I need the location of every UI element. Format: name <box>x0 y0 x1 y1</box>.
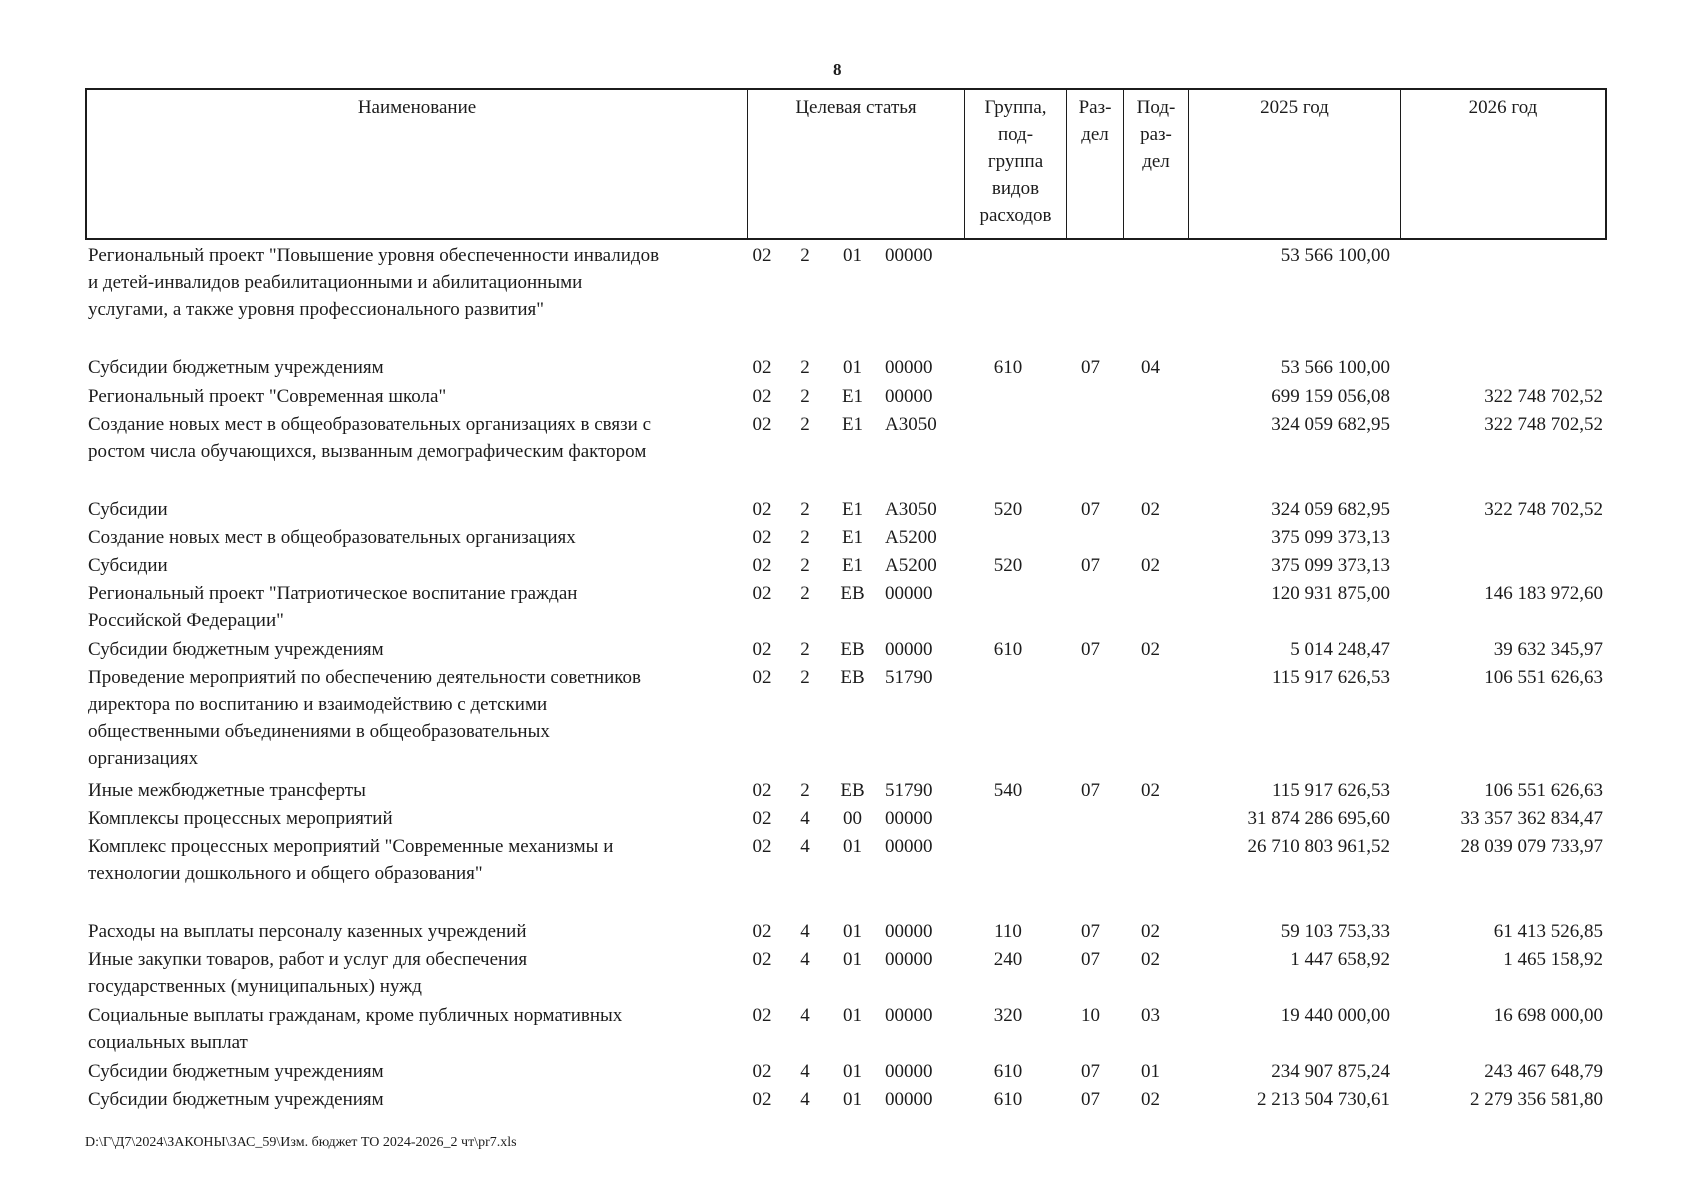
target-subprogram: 2 <box>800 667 810 688</box>
target-subprogram: 2 <box>800 414 810 435</box>
amount-2025: 31 874 286 695,60 <box>1247 808 1390 829</box>
target-program: 02 <box>752 836 772 857</box>
razdel-code: 07 <box>1081 357 1100 378</box>
target-direction: 00000 <box>885 836 933 857</box>
target-subprogram: 4 <box>800 1061 810 1082</box>
row-name-line: Субсидии бюджетным учреждениям <box>88 1089 384 1110</box>
target-element: 01 <box>843 1005 862 1026</box>
amount-2025: 2 213 504 730,61 <box>1257 1089 1390 1110</box>
target-element: Е1 <box>841 386 864 407</box>
razdel-code: 07 <box>1081 780 1100 801</box>
row-name-line: Субсидии <box>88 555 168 576</box>
expense-group-code: 610 <box>993 1061 1023 1082</box>
target-element: 01 <box>843 1061 862 1082</box>
row-name-line: социальных выплат <box>88 1032 248 1053</box>
target-subprogram: 2 <box>800 527 810 548</box>
target-direction: 00000 <box>885 583 933 604</box>
target-element: ЕВ <box>840 583 865 604</box>
amount-2025: 53 566 100,00 <box>1280 357 1390 378</box>
amount-2026: 322 748 702,52 <box>1484 414 1603 435</box>
target-direction: А5200 <box>885 527 937 548</box>
target-direction: 00000 <box>885 1089 933 1110</box>
podrazdel-code: 02 <box>1141 921 1160 942</box>
amount-2026: 28 039 079 733,97 <box>1460 836 1603 857</box>
row-name <box>88 524 736 551</box>
amount-2026: 2 279 356 581,80 <box>1470 1089 1603 1110</box>
row-name <box>88 918 736 945</box>
target-direction: 00000 <box>885 245 933 266</box>
razdel-code: 07 <box>1081 639 1100 660</box>
row-name <box>88 805 736 832</box>
target-direction: 00000 <box>885 921 933 942</box>
expense-group-code: 240 <box>993 949 1023 970</box>
amount-2025: 53 566 100,00 <box>1280 245 1390 266</box>
row-name <box>88 496 736 523</box>
target-subprogram: 2 <box>800 386 810 407</box>
target-element: 01 <box>843 245 862 266</box>
amount-2025: 26 710 803 961,52 <box>1247 836 1390 857</box>
razdel-code: 07 <box>1081 1089 1100 1110</box>
target-subprogram: 4 <box>800 949 810 970</box>
amount-2025: 5 014 248,47 <box>1290 639 1390 660</box>
target-element: ЕВ <box>840 639 865 660</box>
row-name-line: технологии дошкольного и общего образования" <box>88 863 483 884</box>
row-name <box>88 580 736 634</box>
target-element: 01 <box>843 357 862 378</box>
header-name: Наименование <box>357 97 477 118</box>
target-direction: 51790 <box>885 667 933 688</box>
target-direction: 00000 <box>885 1061 933 1082</box>
amount-2026: 243 467 648,79 <box>1484 1061 1603 1082</box>
target-program: 02 <box>752 386 772 407</box>
target-element: Е1 <box>841 555 864 576</box>
row-name-line: Создание новых мест в общеобразовательных организациях в связи с <box>88 414 651 435</box>
target-program: 02 <box>752 357 772 378</box>
target-subprogram: 2 <box>800 780 810 801</box>
row-name-line: Субсидии бюджетным учреждениям <box>88 357 384 378</box>
row-name-line: ростом числа обучающихся, вызванным демографическим фактором <box>88 441 647 462</box>
row-name-line: государственных (муниципальных) нужд <box>88 976 422 997</box>
row-name <box>88 777 736 804</box>
target-program: 02 <box>752 667 772 688</box>
header-razdel: Раз- дел <box>1066 90 1123 238</box>
target-direction: А5200 <box>885 555 937 576</box>
target-direction: 00000 <box>885 1005 933 1026</box>
amount-2025: 19 440 000,00 <box>1280 1005 1390 1026</box>
podrazdel-code: 02 <box>1141 780 1160 801</box>
amount-2026: 322 748 702,52 <box>1484 499 1603 520</box>
target-program: 02 <box>752 527 772 548</box>
amount-2025: 59 103 753,33 <box>1280 921 1390 942</box>
target-element: Е1 <box>841 414 864 435</box>
row-name <box>88 411 736 465</box>
row-name <box>88 242 736 323</box>
podrazdel-code: 03 <box>1141 1005 1160 1026</box>
target-element: 00 <box>843 808 862 829</box>
amount-2026: 39 632 345,97 <box>1493 639 1603 660</box>
podrazdel-code: 02 <box>1141 555 1160 576</box>
target-subprogram: 4 <box>800 921 810 942</box>
target-element: 01 <box>843 836 862 857</box>
expense-group-code: 320 <box>993 1005 1023 1026</box>
header-year-2025: 2025 год <box>1188 90 1400 238</box>
razdel-code: 07 <box>1081 949 1100 970</box>
podrazdel-code: 02 <box>1141 639 1160 660</box>
row-name <box>88 1058 736 1085</box>
target-direction: 00000 <box>885 639 933 660</box>
target-direction: 51790 <box>885 780 933 801</box>
amount-2025: 234 907 875,24 <box>1271 1061 1390 1082</box>
row-name <box>88 383 736 410</box>
header-year-2026: 2026 год <box>1400 90 1605 238</box>
row-name-line: и детей-инвалидов реабилитационными и абилитационными <box>88 272 583 293</box>
razdel-code: 07 <box>1081 921 1100 942</box>
row-name-line: Российской Федерации" <box>88 610 284 631</box>
target-program: 02 <box>752 808 772 829</box>
row-name-line: Социальные выплаты гражданам, кроме публичных нормативных <box>88 1005 623 1026</box>
target-program: 02 <box>752 639 772 660</box>
target-subprogram: 2 <box>800 357 810 378</box>
target-direction: А3050 <box>885 499 937 520</box>
target-subprogram: 4 <box>800 836 810 857</box>
row-name <box>88 946 736 1000</box>
target-program: 02 <box>752 555 772 576</box>
amount-2026: 16 698 000,00 <box>1493 1005 1603 1026</box>
podrazdel-code: 02 <box>1141 499 1160 520</box>
amount-2026: 106 551 626,63 <box>1484 780 1603 801</box>
amount-2025: 699 159 056,08 <box>1271 386 1390 407</box>
row-name-line: услугами, а также уровня профессионального развития" <box>88 299 545 320</box>
target-program: 02 <box>752 414 772 435</box>
row-name-line: Создание новых мест в общеобразовательных организациях <box>88 527 576 548</box>
row-name-line: Расходы на выплаты персоналу казенных учреждений <box>88 921 527 942</box>
expense-group-code: 520 <box>993 499 1023 520</box>
target-subprogram: 2 <box>800 639 810 660</box>
target-element: ЕВ <box>840 667 865 688</box>
row-name <box>88 1086 736 1113</box>
amount-2026: 106 551 626,63 <box>1484 667 1603 688</box>
amount-2025: 115 917 626,53 <box>1271 667 1390 688</box>
target-element: 01 <box>843 949 862 970</box>
row-name-line: Комплекс процессных мероприятий "Современные механизмы и <box>88 836 614 857</box>
row-name-line: Субсидии бюджетным учреждениям <box>88 1061 384 1082</box>
amount-2025: 324 059 682,95 <box>1271 414 1390 435</box>
row-name <box>88 354 736 381</box>
header-target-article: Целевая статья <box>747 90 964 238</box>
row-name-line: Иные закупки товаров, работ и услуг для обеспечения <box>88 949 528 970</box>
row-name <box>88 1002 736 1056</box>
target-element: 01 <box>843 921 862 942</box>
amount-2025: 375 099 373,13 <box>1271 527 1390 548</box>
amount-2026: 33 357 362 834,47 <box>1460 808 1603 829</box>
target-element: 01 <box>843 1089 862 1110</box>
razdel-code: 07 <box>1081 499 1100 520</box>
row-name-line: Субсидии <box>88 499 168 520</box>
target-program: 02 <box>752 921 772 942</box>
target-program: 02 <box>752 245 772 266</box>
amount-2025: 115 917 626,53 <box>1271 780 1390 801</box>
expense-group-code: 540 <box>993 780 1023 801</box>
target-direction: 00000 <box>885 949 933 970</box>
amount-2025: 1 447 658,92 <box>1290 949 1390 970</box>
target-program: 02 <box>752 949 772 970</box>
target-program: 02 <box>752 499 772 520</box>
row-name-line: общественными объединениями в общеобразовательных <box>88 721 550 742</box>
amount-2025: 324 059 682,95 <box>1271 499 1390 520</box>
row-name-line: Иные межбюджетные трансферты <box>88 780 366 801</box>
target-subprogram: 4 <box>800 808 810 829</box>
podrazdel-code: 01 <box>1141 1061 1160 1082</box>
row-name-line: Региональный проект "Повышение уровня обеспеченности инвалидов <box>88 245 660 266</box>
row-name <box>88 664 736 772</box>
razdel-code: 07 <box>1081 1061 1100 1082</box>
target-direction: А3050 <box>885 414 937 435</box>
razdel-code: 10 <box>1081 1005 1100 1026</box>
expense-group-code: 610 <box>993 639 1023 660</box>
target-program: 02 <box>752 780 772 801</box>
podrazdel-code: 04 <box>1141 357 1160 378</box>
row-name-line: Субсидии бюджетным учреждениям <box>88 639 384 660</box>
target-subprogram: 4 <box>800 1089 810 1110</box>
row-name-line: директора по воспитанию и взаимодействию с детскими <box>88 694 548 715</box>
target-direction: 00000 <box>885 357 933 378</box>
target-program: 02 <box>752 1061 772 1082</box>
target-direction: 00000 <box>885 386 933 407</box>
expense-group-code: 520 <box>993 555 1023 576</box>
target-program: 02 <box>752 583 772 604</box>
podrazdel-code: 02 <box>1141 949 1160 970</box>
target-subprogram: 2 <box>800 555 810 576</box>
amount-2026: 1 465 158,92 <box>1503 949 1603 970</box>
page-number: 8 <box>833 60 842 79</box>
header-podrazdel: Под- раз- дел <box>1123 90 1188 238</box>
target-subprogram: 2 <box>800 499 810 520</box>
target-subprogram: 4 <box>800 1005 810 1026</box>
row-name-line: Региональный проект "Патриотическое воспитание граждан <box>88 583 578 604</box>
row-name <box>88 552 736 579</box>
amount-2026: 146 183 972,60 <box>1484 583 1603 604</box>
row-name-line: организациях <box>88 748 199 769</box>
expense-group-code: 610 <box>993 1089 1023 1110</box>
header-expense-group: Группа, под- группа видов расходов <box>964 90 1066 238</box>
row-name-line: Комплексы процессных мероприятий <box>88 808 393 829</box>
row-name <box>88 833 736 887</box>
target-subprogram: 2 <box>800 583 810 604</box>
target-program: 02 <box>752 1089 772 1110</box>
target-element: Е1 <box>841 499 864 520</box>
podrazdel-code: 02 <box>1141 1089 1160 1110</box>
target-element: Е1 <box>841 527 864 548</box>
target-element: ЕВ <box>840 780 865 801</box>
expense-group-code: 110 <box>994 921 1022 942</box>
amount-2025: 120 931 875,00 <box>1271 583 1390 604</box>
amount-2025: 375 099 373,13 <box>1271 555 1390 576</box>
row-name <box>88 636 736 663</box>
file-path-footer: D:\Г\Д7\2024\ЗАКОНЫ\ЗАС_59\Изм. бюджет ТО 2024-2026_2 чт\pr7.xls <box>85 1135 517 1150</box>
row-name-line: Проведение мероприятий по обеспечению деятельности советников <box>88 667 641 688</box>
target-direction: 00000 <box>885 808 933 829</box>
target-subprogram: 2 <box>800 245 810 266</box>
amount-2026: 322 748 702,52 <box>1484 386 1603 407</box>
razdel-code: 07 <box>1081 555 1100 576</box>
row-name-line: Региональный проект "Современная школа" <box>88 386 447 407</box>
amount-2026: 61 413 526,85 <box>1493 921 1603 942</box>
target-program: 02 <box>752 1005 772 1026</box>
expense-group-code: 610 <box>993 357 1023 378</box>
